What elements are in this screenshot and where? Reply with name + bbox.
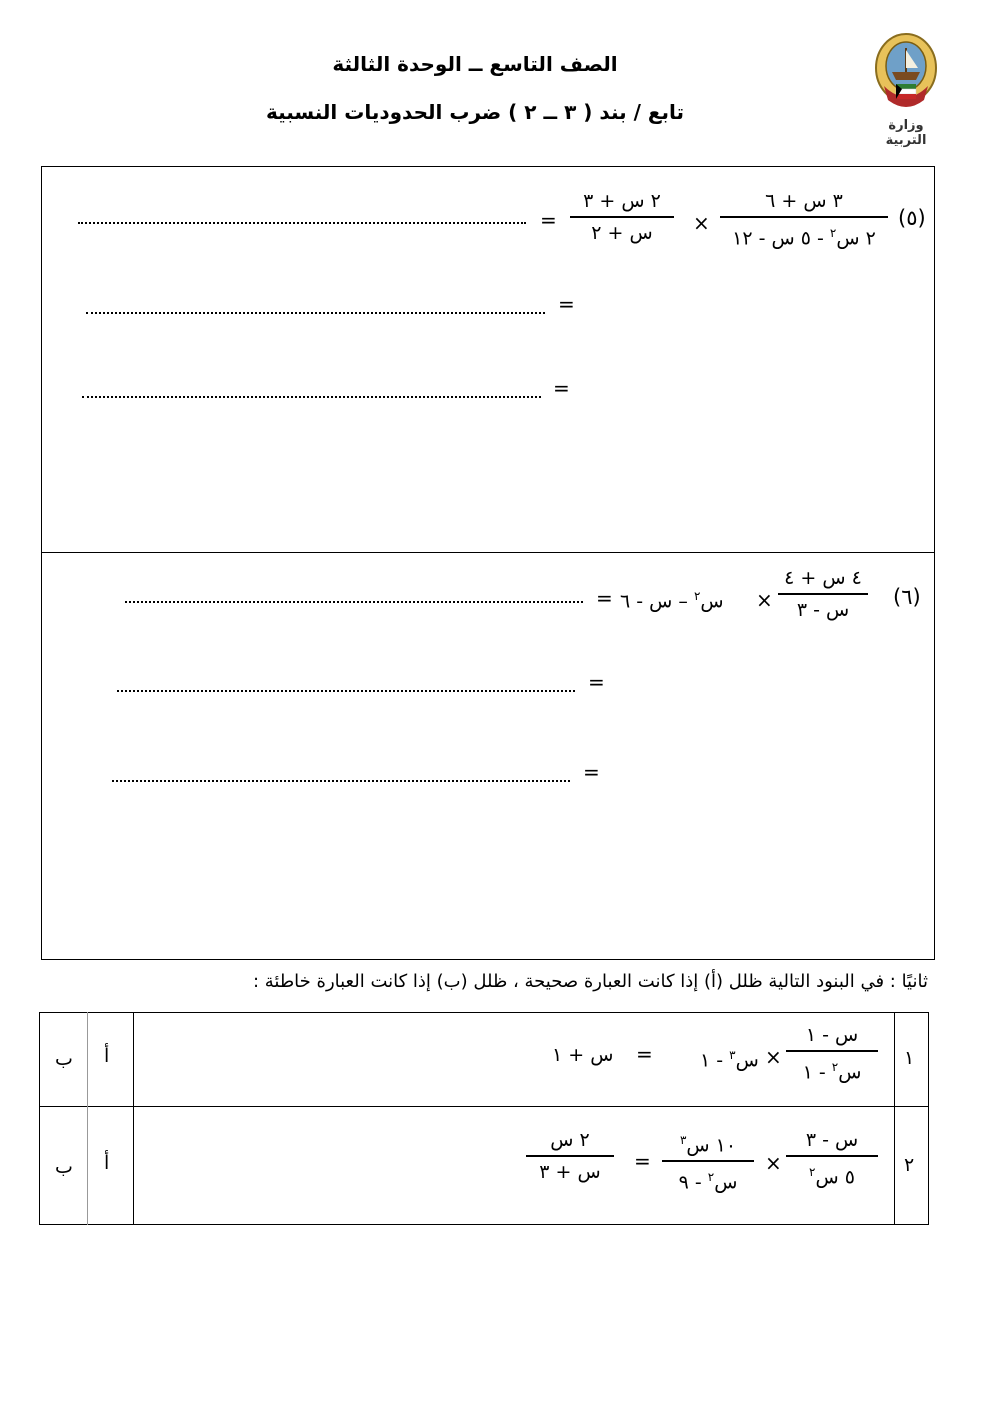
- row-2-fraction-2-numerator: ١٠ س$^٣$: [679, 1133, 737, 1157]
- row-2-fraction-2-denominator: س$^٢$ - ٩: [678, 1170, 738, 1194]
- row-1-result: س + ١: [552, 1044, 614, 1066]
- q6-answer-line-2[interactable]: [117, 690, 575, 692]
- row-1-fraction-numerator: س - ١: [805, 1024, 859, 1046]
- q6-equals-3: =: [583, 760, 600, 784]
- q5-answer-line-1[interactable]: [78, 222, 526, 224]
- question-5-number: (٥): [898, 206, 926, 230]
- fraction-bar: [786, 1155, 878, 1157]
- q6-answer-line-1[interactable]: [125, 601, 583, 603]
- row-2-fraction-2: [662, 1127, 754, 1196]
- fraction-bar: [778, 593, 868, 595]
- row-1-option-b[interactable]: ب: [55, 1048, 73, 1070]
- q5-answer-line-2[interactable]: [86, 312, 545, 314]
- q5-fraction-2-denominator: س + ٢: [591, 222, 653, 244]
- q5-fraction-1-denominator: ٢ س$^٢$ - ٥ س - ١٢: [732, 226, 876, 250]
- q5-equals-1: =: [540, 208, 557, 232]
- table-col-divider: [87, 1012, 88, 1225]
- table-row-2-number: ٢: [904, 1154, 915, 1176]
- question-6-number: (٦): [893, 585, 921, 609]
- page-title-line1: الصف التاسع ــ الوحدة الثالثة: [332, 52, 618, 76]
- q6-term: س$^٢$ – س - ٦: [620, 589, 724, 613]
- row-1-fraction: [786, 1022, 878, 1085]
- q5-fraction-2-numerator: ٢ س + ٣: [583, 190, 661, 212]
- q6-fraction-numerator: ٤ س + ٤: [784, 567, 862, 589]
- row-2-fraction-1-numerator: س - ٣: [805, 1129, 859, 1151]
- q6-equals-2: =: [588, 670, 605, 694]
- q5-fraction-2: [570, 188, 674, 246]
- table-col-divider: [133, 1012, 134, 1225]
- row-2-fraction-3: [526, 1127, 614, 1185]
- q5-fraction-1-numerator: ٣ س + ٦: [765, 190, 843, 212]
- table-col-divider: [894, 1012, 895, 1225]
- table-row-1-number: ١: [904, 1047, 915, 1069]
- section-2-instruction: ثانيًا : في البنود التالية ظلل (أ) إذا كانت العبارة صحيحة ، ظلل (ب) إذا كانت العبارة خاطئة :: [252, 971, 928, 992]
- q5-answer-line-3[interactable]: [82, 396, 541, 398]
- row-1-option-a[interactable]: أ: [104, 1045, 110, 1067]
- q6-fraction: [778, 565, 868, 623]
- table-row-divider: [39, 1106, 929, 1107]
- q5-fraction-1: [720, 188, 888, 251]
- row-1-fraction-denominator: س$^٢$ - ١: [802, 1060, 862, 1084]
- row-1-term: س$^٣$ - ١: [700, 1048, 759, 1072]
- emblem-icon: [866, 28, 946, 118]
- row-2-option-b[interactable]: ب: [55, 1156, 73, 1178]
- row-1-times-sign: ×: [765, 1045, 782, 1069]
- q6-answer-line-3[interactable]: [112, 780, 570, 782]
- fraction-bar: [786, 1050, 878, 1052]
- logo-caption: وزارة التربية: [885, 118, 927, 148]
- row-2-fraction-1: [786, 1127, 878, 1190]
- fraction-bar: [720, 216, 888, 218]
- row-2-fraction-3-denominator: س + ٣: [539, 1161, 601, 1183]
- row-2-equals: =: [634, 1149, 651, 1173]
- row-2-times-sign: ×: [765, 1151, 782, 1175]
- row-1-equals: =: [636, 1042, 653, 1066]
- row-2-fraction-1-denominator: ٥ س$^٢$: [809, 1165, 855, 1189]
- row-2-fraction-3-numerator: ٢ س: [550, 1129, 590, 1151]
- ministry-logo: [866, 28, 946, 148]
- row-2-option-a[interactable]: أ: [104, 1152, 110, 1174]
- q6-fraction-denominator: س - ٣: [796, 599, 850, 621]
- q6-times-sign: ×: [756, 588, 773, 612]
- page-title-line2: تابع / بند ( ٣ ــ ٢ ) ضرب الحدوديات النسبية: [265, 100, 685, 124]
- q5-equals-2: =: [558, 292, 575, 316]
- q5-times-sign: ×: [693, 211, 710, 235]
- fraction-bar: [570, 216, 674, 218]
- fraction-bar: [662, 1160, 754, 1162]
- q6-equals-1: =: [596, 586, 613, 610]
- q5-equals-3: =: [553, 376, 570, 400]
- fraction-bar: [526, 1155, 614, 1157]
